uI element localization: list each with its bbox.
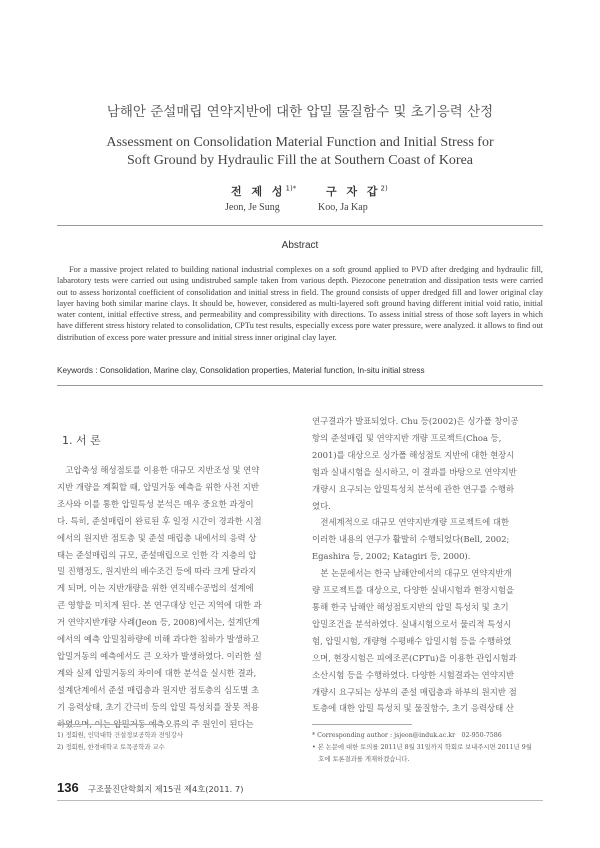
- left-footnotes: 1) 정회원, 인덕대학 건설정보공학과 전임강사 2) 정회원, 한경대학교 토목공학과 교수: [57, 732, 183, 751]
- author-2-name: 구 자 갑: [326, 185, 381, 198]
- journal-citation: 구조물진단학회지 제15권 제4호(2011. 7): [88, 784, 244, 794]
- english-title-line-2: Soft Ground by Hydraulic Fill the at Southern Coast of Korea: [126, 153, 474, 168]
- author-1-korean-name: [231, 183, 296, 199]
- left-footnote-rule: [57, 724, 157, 725]
- section-1-right-column: 연구결과가 발표되었다. Chu 등(2002)은 싱가폴 창이공 항의 준설매립 및 연약지반 개량 프로젝트(Choa 등, 2001)를 대상으로 싱가폴 해성점토 지반에 대한 현장시 험과 실내시험을 실시하고, 이 결과를 바탕으로 연약지반 개량시 요구되는 압밀특성치 분석에 관한 연구를 수행하 였다. 전세계적으로 대규모 연약지반개량 프로젝트에 대한 이러한 내용의 연구가 활발히 수행되었다(Bell, 2002; Egashira 등, 2002; Katagiri 등, 2000). 본 논문에서는 한국 남해안에서의 대규모 연약지반개 량 프로젝트를 대상으로, 다양한 실내시험과 현장시험을 통해 한국 남해안 해성점토지반의 압밀 특성치 및 초기 압밀조건을 분석하였다. 실내시험으로서 물리적 특성시 험, 압밀시험, 개량형 수평배수 압밀시험 등을 수행하였 으며, 현장시험은 피에조콘(CPTu)을 이용한 관입시험과 소산시험 등을 수행하였다. 다양한 시험결과는 연약지반 개량시 요구되는 상부의 준설 매립층과 하부의 원지반 점 토층에 대한 압밀 특성치 및 물질함수, 초기 응력상태 산: [312, 416, 519, 714]
- right-footnotes: * Corresponding author : jsjeon@induk.ac.kr 02-950-7586 • 본 논문에 대한 토의를 2011년 8월 31일까지 학회로 보내주시면 2011년 9월 호에 토론결과를 게재하겠습니다.: [312, 732, 532, 763]
- page-number: 136: [57, 780, 79, 795]
- section-1-heading: 1. 서 론: [62, 434, 101, 447]
- author-2-korean-name: [326, 183, 388, 199]
- korean-title: 남해안 준설매립 연약지반에 대한 압밀 물질함수 및 초기응력 산정: [106, 104, 494, 120]
- english-title-line-1: Assessment on Consolidation Material Function and Initial Stress for: [106, 135, 494, 150]
- author-1-english-name: Jeon, Je Sung: [225, 202, 280, 213]
- right-footnote-rule: [312, 724, 412, 725]
- abstract-text: For a massive project related to building national industrial complexes on a soft ground applied to PVD after dredging and hydraulic fill, labarotory tests were carried out using undistrubed sample taken from various depth. Piezocone penetration and dissipation tests were carried out to assess horizontal coefficient of consolidation and initial stress in field. The ground consists of upper dredged fill and lower original clay layer having both similar marine clays. It should be, however, considered as multi-layered soft ground having different initial void ratio, initial water content, initial effective stress, and permeability and compressibility with directions. To assess initial stress of those soft layers in which have different stress history related to consolidation, CPTu test results, especially excess pore water pressure, were analyzed. it allows to find out distribution of excess pore water pressure and initial stress inner original clay layer.: [57, 265, 543, 342]
- abstract-top-rule: [57, 225, 543, 226]
- author-2-affiliation-mark: 2): [380, 184, 388, 193]
- abstract-bottom-rule: [57, 385, 543, 386]
- author-2-english-name: Koo, Ja Kap: [318, 202, 368, 213]
- footer-rule: [57, 800, 543, 801]
- author-1-name: 전 제 성: [231, 185, 286, 198]
- author-1-affiliation-mark: 1)*: [285, 184, 297, 193]
- abstract-heading: Abstract: [281, 240, 319, 251]
- keywords: Keywords : Consolidation, Marine clay, Consolidation properties, Material function, In-situ initial stress: [57, 366, 425, 375]
- section-1-left-column: 고압축성 해성점토를 이용한 대규모 지반조성 및 연약 지반 개량을 계획할 때, 압밀거동 예측을 위한 사전 지반 조사와 이를 통한 압밀특성 분석은 매우 중요한 과정이 다. 특히, 준설매립이 완료된 후 일정 시간이 경과한 시점 에서의 원지반 점토층 및 준설 매립층 내에서의 응력 상 태는 준설매립의 규모, 준설매립으로 인한 각 지층의 압 밀 진행정도, 원지반의 배수조건 등에 따라 크게 달라지 게 되며, 이는 지반개량을 위한 연직배수공법의 설계에 큰 영향을 미치게 된다. 본 연구대상 인근 지역에 대한 과 거 연약지반개량 사례(Jeon 등, 2008)에서는, 설계단계 에서의 예측 압밀침하량에 비해 과다한 침하가 발생하고 압밀거동의 예측에서도 큰 오차가 발생하였다. 이러한 설 계와 실제 압밀거동의 차이에 대한 분석을 실시한 결과, 설계단계에서 준설 매립층과 원지반 점토층의 심도별 초 기 응력상태, 초기 간극비 등의 압밀 특성치를 잘못 적용 하였으며, 이는 압밀거동 예측오류의 주 원인이 된다는: [57, 465, 262, 729]
